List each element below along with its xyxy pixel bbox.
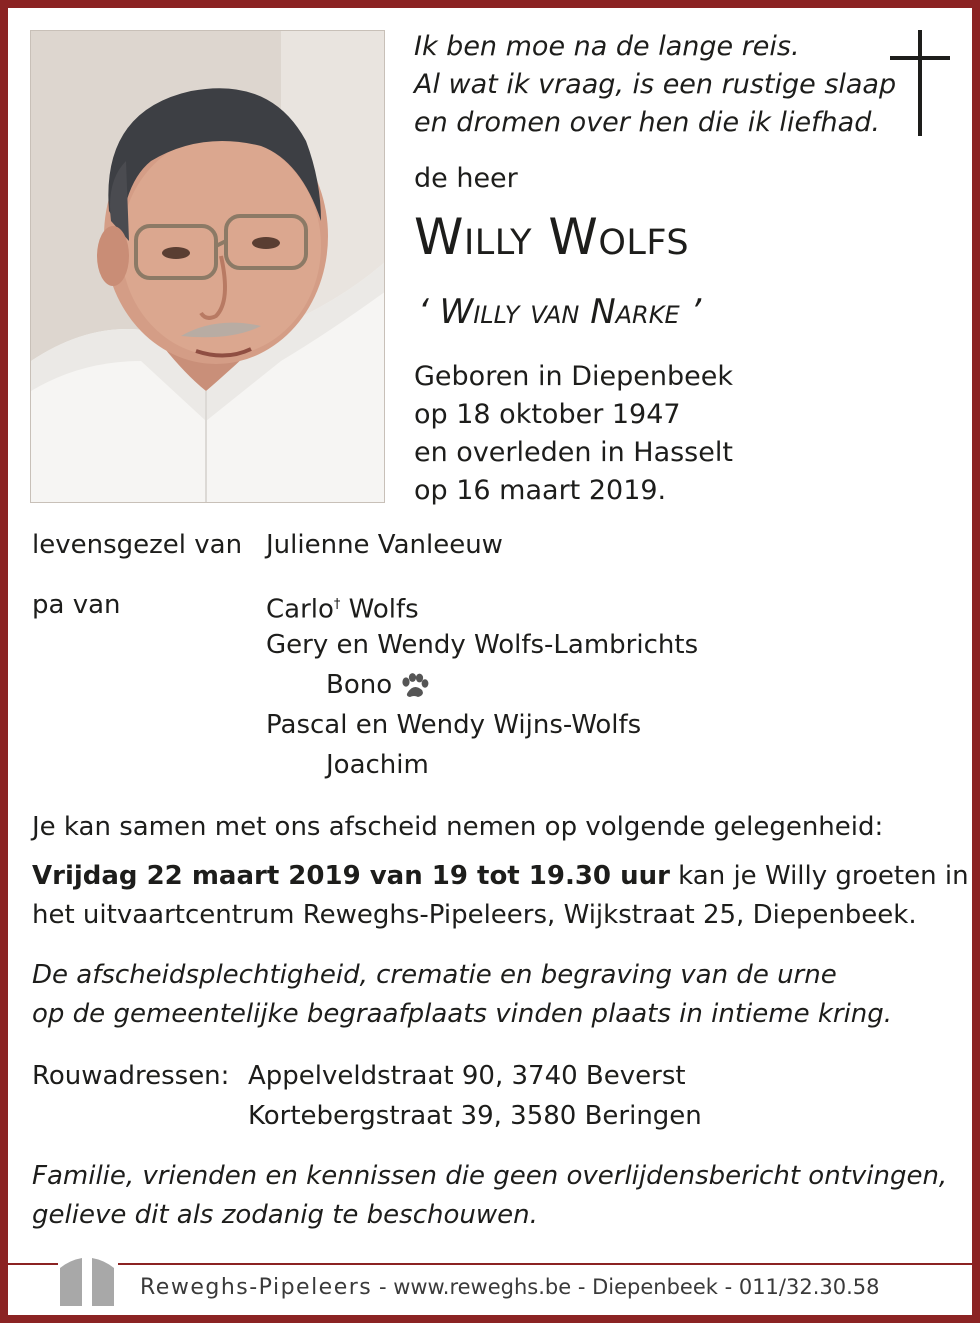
deceased-mark: † — [333, 597, 341, 612]
born-line-4: op 16 maart 2019. — [414, 475, 667, 506]
footer-details: - www.reweghs.be - Diepenbeek - 011/32.30.58 — [372, 1275, 880, 1299]
ceremony-line-2: op de gemeentelijke begraafplaats vinden plaats in intieme kring. — [32, 999, 893, 1029]
paw-print-icon — [400, 673, 430, 699]
born-line-3: en overleden in Hasselt — [414, 437, 733, 468]
child-1-last: Wolfs — [340, 594, 419, 625]
child-1 — [266, 585, 419, 630]
deceased-name: Willy Wolfs — [414, 208, 690, 266]
frame-left — [0, 0, 8, 1323]
deceased-nickname: ‘ Willy van Narke ’ — [418, 292, 702, 332]
address-2: Kortebergstraat 39, 3580 Beringen — [248, 1101, 702, 1131]
farewell-details-line-1 — [32, 857, 969, 895]
cross-icon — [890, 30, 950, 136]
frame-bottom — [0, 1315, 980, 1323]
footer-divider — [8, 1263, 972, 1265]
child-1-first: Carlo — [266, 594, 334, 625]
footer-brand: Reweghs-Pipeleers — [140, 1275, 373, 1300]
poem — [414, 28, 896, 142]
grandchild-1 — [326, 665, 430, 705]
born-line-1: Geboren in Diepenbeek — [414, 361, 733, 392]
born-line-2: op 18 oktober 1947 — [414, 399, 681, 430]
birth-death-details — [414, 358, 733, 510]
farewell-intro: Je kan samen met ons afscheid nemen op volgende gelegenheid: — [32, 812, 884, 842]
footer-contact — [140, 1272, 880, 1303]
farewell-details-rest: kan je Willy groeten in — [669, 861, 969, 891]
poem-line-2: Al wat ik vraag, is een rustige slaap — [414, 69, 897, 100]
notice-line-1: Familie, vrienden en kennissen die geen overlijdensbericht ontvingen, — [32, 1161, 948, 1191]
child-2: Gery en Wendy Wolfs-Lambrichts — [266, 630, 699, 660]
portrait-photo — [30, 30, 385, 503]
child-3: Pascal en Wendy Wijns-Wolfs — [266, 710, 642, 740]
address-1: Appelveldstraat 90, 3740 Beverst — [248, 1061, 686, 1091]
children-label: pa van — [32, 590, 121, 620]
portrait-illustration — [31, 31, 385, 503]
poem-line-1: Ik ben moe na de lange reis. — [414, 31, 800, 62]
partner-name: Julienne Vanleeuw — [266, 530, 503, 560]
name-prefix: de heer — [414, 163, 518, 194]
addresses-label: Rouwadressen: — [32, 1061, 230, 1091]
notice-line-2: gelieve dit als zodanig te beschouwen. — [32, 1200, 538, 1230]
frame-top — [0, 0, 980, 8]
grandchild-2: Joachim — [326, 750, 429, 780]
partner-label: levensgezel van — [32, 530, 243, 560]
farewell-date-time: Vrijdag 22 maart 2019 van 19 tot 19.30 uur — [32, 861, 670, 891]
funeral-home-logo-icon — [58, 1256, 118, 1306]
ceremony-line-1: De afscheidsplechtigheid, crematie en begraving van de urne — [32, 960, 837, 990]
poem-line-3: en dromen over hen die ik liefhad. — [414, 107, 880, 138]
frame-right — [972, 0, 980, 1323]
grandchild-1-name: Bono — [326, 670, 393, 700]
farewell-details-line-2: het uitvaartcentrum Reweghs-Pipeleers, Wijkstraat 25, Diepenbeek. — [32, 900, 917, 930]
